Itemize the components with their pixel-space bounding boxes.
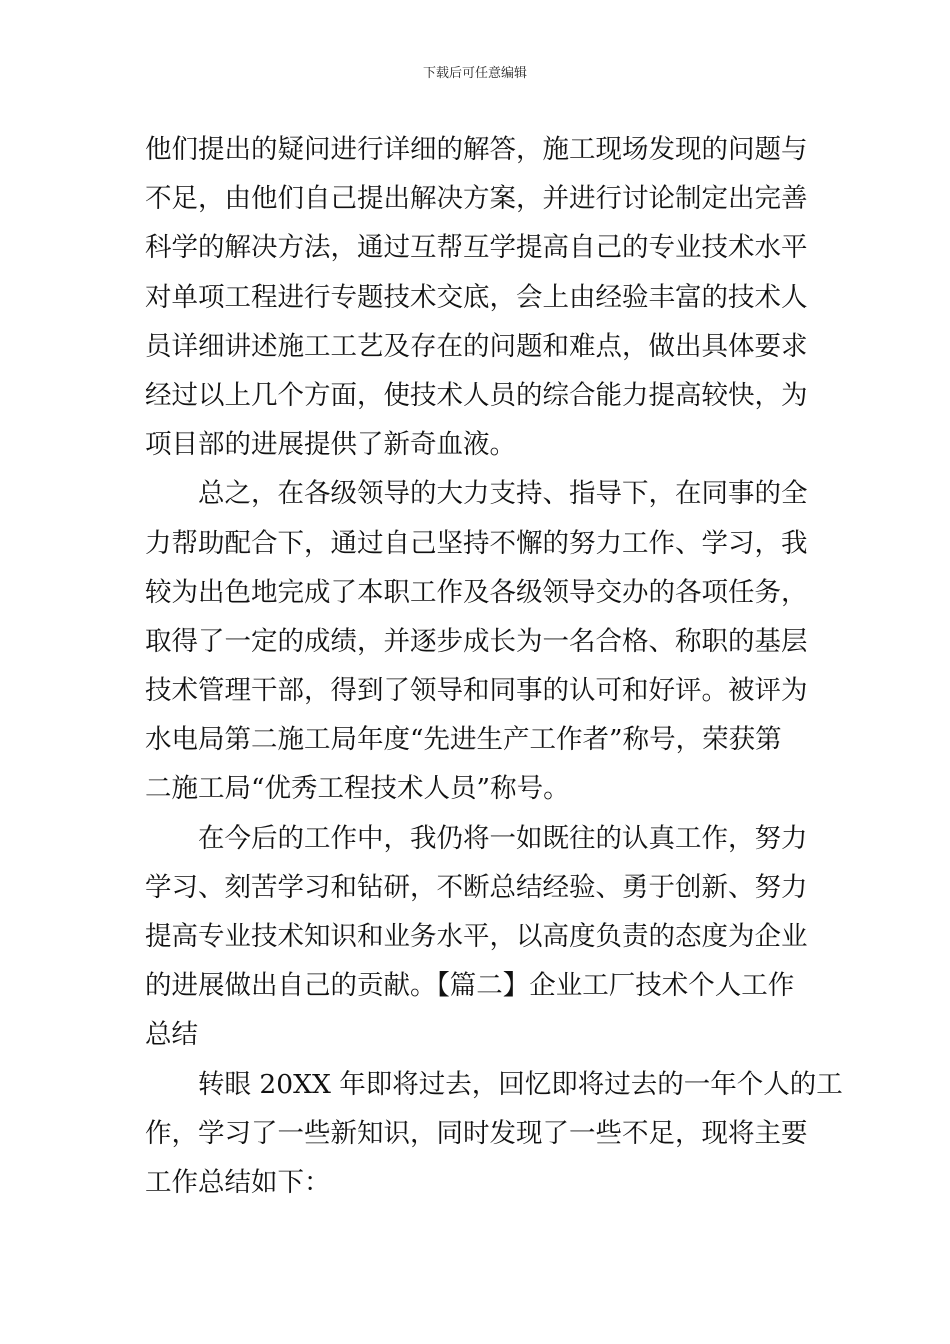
text-line: 取得了一定的成绩，并逐步成长为一名合格、称职的基层 xyxy=(145,625,808,657)
text-line: 转眼 20XX 年即将过去，回忆即将过去的一年个人的工 xyxy=(198,1068,843,1100)
text-line: 员详细讲述施工工艺及存在的问题和难点，做出具体要求 xyxy=(145,330,808,362)
text-line: 在今后的工作中，我仍将一如既往的认真工作，努力 xyxy=(198,822,808,854)
page-header: 下载后可任意编辑 xyxy=(422,66,527,81)
text-line: 总结 xyxy=(145,1019,198,1051)
text-line: 总之，在各级领导的大力支持、指导下，在同事的全 xyxy=(198,478,808,510)
text-line: 项目部的进展提供了新奇血液。 xyxy=(145,429,516,461)
text-line: 二施工局“优秀工程技术人员”称号。 xyxy=(145,773,570,805)
text-line: 作，学习了一些新知识，同时发现了一些不足，现将主要 xyxy=(145,1117,808,1149)
text-line: 水电局第二施工局年度“先进生产工作者”称号，荣获第 xyxy=(145,724,782,756)
text-line: 他们提出的疑问进行详细的解答，施工现场发现的问题与 xyxy=(145,134,808,165)
text-line: 技术管理干部，得到了领导和同事的认可和好评。被评为 xyxy=(145,675,808,707)
text-line: 力帮助配合下，通过自己坚持不懈的努力工作、学习，我 xyxy=(145,527,808,559)
text-line: 工作总结如下： xyxy=(145,1166,331,1198)
text-line: 科学的解决方法，通过互帮互学提高自己的专业技术水平 xyxy=(145,232,808,264)
text-line: 不足，由他们自己提出解决方案，并进行讨论制定出完善 xyxy=(145,183,808,215)
text-line: 提高专业技术知识和业务水平，以高度负责的态度为企业 xyxy=(145,921,808,952)
text-line: 学习、刻苦学习和钻研，不断总结经验、勇于创新、努力 xyxy=(145,871,808,903)
text-line: 经过以上几个方面，使技术人员的综合能力提高较快，为 xyxy=(145,379,808,411)
text-line: 对单项工程进行专题技术交底，会上由经验丰富的技术人 xyxy=(145,281,808,313)
text-line: 的进展做出自己的贡献。【篇二】企业工厂技术个人工作 xyxy=(145,970,795,1002)
document-body xyxy=(145,125,843,1207)
text-line: 较为出色地完成了本职工作及各级领导交办的各项任务， xyxy=(145,576,808,608)
